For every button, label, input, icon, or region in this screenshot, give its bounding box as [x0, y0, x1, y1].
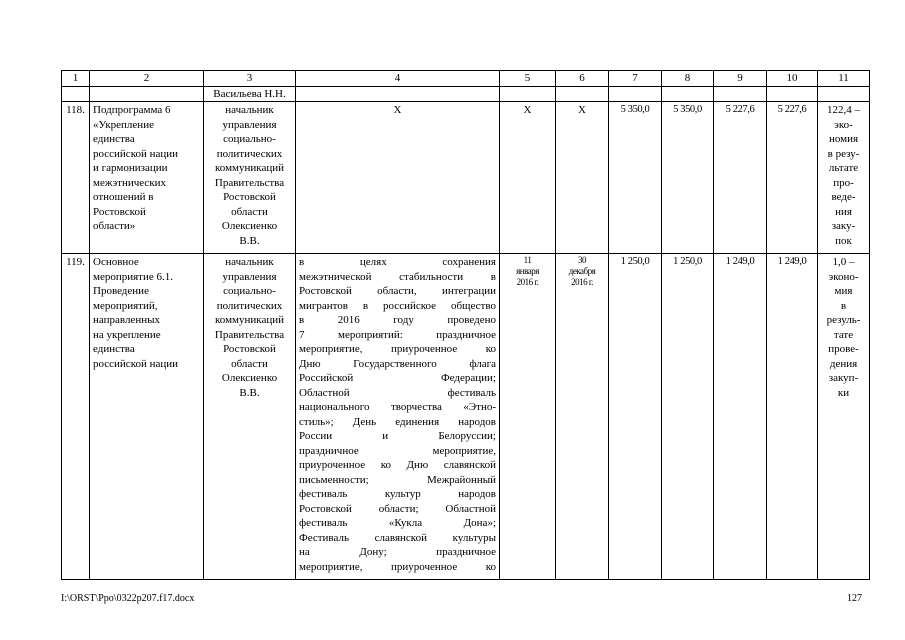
text-line: Подпрограмма 6 [93, 104, 171, 116]
text-line: начальник [225, 256, 274, 268]
col-header-3: 3 [204, 71, 296, 87]
col-header-4: 4 [296, 71, 500, 87]
contracted-amount: 1 250,0 [662, 254, 714, 580]
text-line: мия [834, 285, 853, 297]
description-line: приуроченное ко Дню славянской [299, 459, 496, 471]
text-line: веде- [831, 191, 856, 203]
description-line: мероприятие, приуроченное ко [299, 343, 496, 355]
description-line: Ростовской области, интеграции [299, 285, 496, 297]
col-header-7: 7 [609, 71, 662, 87]
text-line: направленных [93, 314, 160, 326]
program-title [90, 254, 204, 580]
text-line: эконо- [828, 270, 859, 283]
text-line: российской нации [93, 357, 179, 370]
start-date: Х [500, 102, 556, 254]
description-line: Фестиваль славянской культуры [299, 531, 496, 544]
text-line: области» [93, 220, 136, 232]
col-header-2: 2 [90, 71, 204, 87]
text-line: Ростовской [93, 205, 146, 218]
description-line: в целях сохранения [299, 256, 496, 268]
text-line: Правительства [214, 176, 285, 189]
responsible-person: Васильева Н.Н. [204, 86, 296, 102]
text-line: января [516, 266, 539, 276]
description-line: национального творчества «Этно- [299, 401, 496, 413]
text-line: мероприятий, [93, 299, 158, 312]
text-line: 11 [523, 255, 532, 265]
table-row-continuation [62, 86, 870, 102]
text-line: мероприятие 6.1. [93, 270, 174, 283]
actual-amount: 1 249,0 [714, 254, 767, 580]
planned-amount: 1 250,0 [609, 254, 662, 580]
text-line: 30 [578, 255, 586, 265]
description-line: в 2016 году проведено [299, 314, 496, 326]
text-line: эко- [834, 118, 853, 131]
text-line: российской нации [93, 147, 179, 160]
text-line: Ростовской [223, 343, 276, 355]
col-header-8: 8 [662, 71, 714, 87]
text-line: политических [216, 147, 283, 160]
program-title [90, 102, 204, 254]
text-line: про- [833, 176, 854, 189]
end-date: Х [556, 102, 609, 254]
text-line: резуль- [826, 314, 861, 326]
text-line: пок [835, 234, 852, 247]
text-line: заку- [831, 220, 856, 232]
text-line: политических [216, 299, 283, 312]
description-line: мероприятие, приуроченное ко [299, 560, 496, 573]
col-header-9: 9 [714, 71, 767, 87]
description-line: межэтнической стабильности в [299, 270, 496, 283]
text-line: социально- [223, 133, 276, 145]
footer-file-path: I:\ORST\Ppo\0322p207.f17.docx [61, 593, 195, 604]
text-line: в [840, 299, 847, 312]
results-description [296, 254, 500, 580]
row-number: 118. [62, 102, 90, 254]
text-line: единства [93, 343, 135, 355]
text-line: номия [828, 133, 859, 145]
description-line: стиль»; День единения народов [299, 415, 496, 428]
description-line: фестиваль «Кукла Дона»; [299, 517, 496, 529]
col-header-6: 6 [556, 71, 609, 87]
description-line: мигрантов в российское общество [299, 299, 496, 312]
fulfilled-amount: 1 249,0 [767, 254, 818, 580]
text-line: начальник [225, 104, 274, 116]
results-description: Х [296, 102, 500, 254]
description-line: фестиваль культур народов [299, 488, 496, 500]
text-line: 2016 г. [571, 277, 593, 287]
responsible-executor [204, 102, 296, 254]
col-header-1: 1 [62, 71, 90, 87]
page-number: 127 [847, 593, 862, 604]
description-line: 7 мероприятий: праздничное [299, 328, 496, 341]
text-line: Олексиенко [221, 220, 278, 232]
description-line: России и Белоруссии; [299, 430, 496, 442]
text-line: тате [833, 328, 854, 341]
text-line: «Укрепление [93, 118, 154, 131]
description-line: Дню Государственного флага [299, 357, 496, 370]
text-line: управления [222, 270, 277, 283]
column-number-row [62, 71, 870, 87]
text-line: В.В. [239, 234, 260, 247]
text-line: ки [837, 386, 850, 399]
report-table [61, 70, 870, 580]
text-line: декабря [568, 266, 596, 276]
end-date [556, 254, 609, 580]
text-line: Олексиенко [221, 372, 278, 384]
text-line: Правительства [214, 328, 285, 341]
col-header-11: 11 [818, 71, 870, 87]
text-line: области [231, 205, 268, 218]
text-line: В.В. [239, 386, 260, 399]
text-line: и гармонизации [93, 162, 168, 174]
text-line: на укрепление [93, 328, 161, 341]
fulfilled-amount: 5 227,6 [767, 102, 818, 254]
text-line: Проведение [93, 285, 149, 297]
table-row-119 [62, 254, 870, 580]
text-line: межэтнических [93, 176, 167, 189]
row-number: 119. [62, 254, 90, 580]
text-line: 1,0 – [832, 256, 855, 268]
col-header-10: 10 [767, 71, 818, 87]
text-line: Основное [93, 256, 139, 268]
actual-amount: 5 227,6 [714, 102, 767, 254]
deviation-note [818, 102, 870, 254]
text-line: в резу- [827, 147, 860, 160]
contracted-amount: 5 350,0 [662, 102, 714, 254]
description-line: Областной фестиваль [299, 386, 496, 399]
text-line: социально- [223, 285, 276, 297]
col-header-5: 5 [500, 71, 556, 87]
description-line: на Дону; праздничное [299, 546, 496, 558]
deviation-note [818, 254, 870, 580]
description-line: Российской Федерации; [299, 372, 496, 384]
text-line: области [231, 357, 268, 370]
text-line: 2016 г. [516, 277, 539, 287]
table-row-118 [62, 102, 870, 254]
text-line: Ростовской [223, 191, 276, 203]
responsible-executor [204, 254, 296, 580]
text-line: прове- [828, 343, 859, 355]
text-line: коммуникаций [215, 314, 284, 326]
description-line: Ростовской области; Областной [299, 502, 496, 515]
description-line: письменности; Межрайонный [299, 473, 496, 486]
text-line: 122,4 – [827, 104, 860, 116]
text-line: единства [93, 133, 135, 145]
description-line: праздничное мероприятие, [299, 444, 496, 457]
text-line: управления [222, 118, 277, 131]
text-line: ния [835, 205, 852, 218]
text-line: закуп- [828, 372, 859, 384]
start-date [500, 254, 556, 580]
text-line: коммуникаций [215, 162, 284, 174]
planned-amount: 5 350,0 [609, 102, 662, 254]
text-line: дения [829, 357, 858, 370]
text-line: льтате [828, 162, 859, 174]
text-line: отношений в [93, 191, 154, 203]
